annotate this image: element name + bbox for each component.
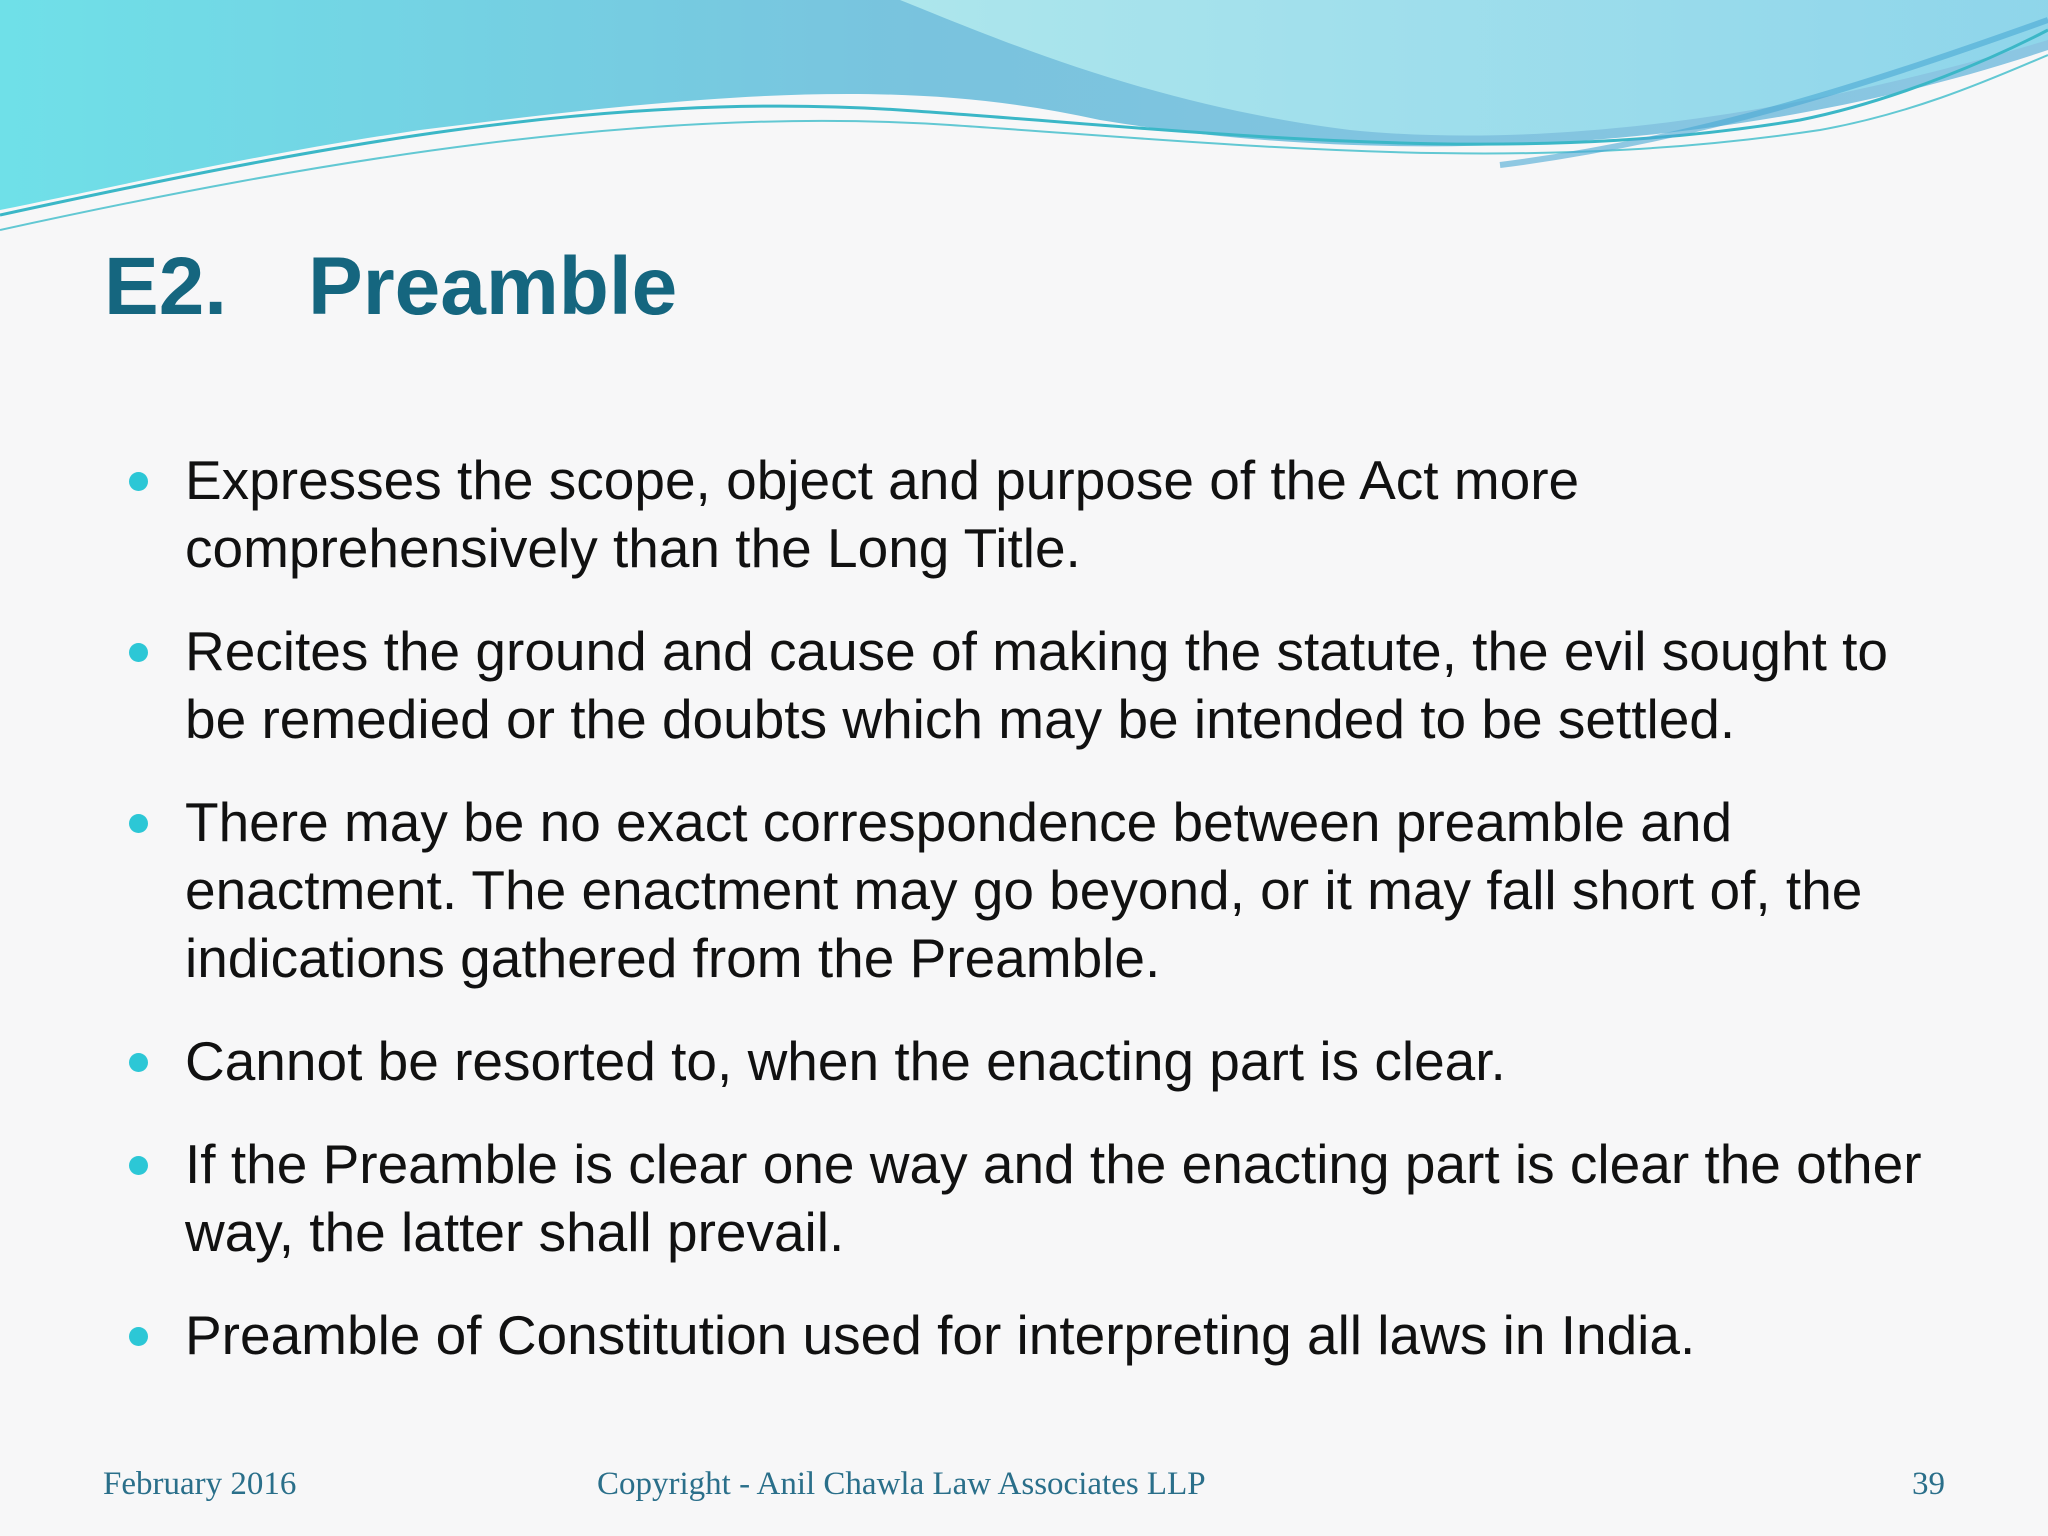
bullet-text: Cannot be resorted to, when the enacting part is clear. (185, 1030, 1506, 1092)
bullet-dot-icon (129, 1156, 148, 1175)
bullet-dot-icon (129, 1327, 148, 1346)
title-text: Preamble (308, 241, 678, 332)
bullet-item (126, 1027, 1926, 1095)
bullet-item (126, 617, 1926, 753)
bullet-item (126, 1130, 1926, 1266)
bullet-item (126, 788, 1926, 992)
bullet-item (126, 446, 1926, 582)
bullet-text: If the Preamble is clear one way and the enacting part is clear the other way, the latter shall prevail. (185, 1133, 1922, 1263)
bullet-dot-icon (129, 472, 148, 491)
bullet-text: Expresses the scope, object and purpose of the Act more comprehensively than the Long Title. (185, 449, 1580, 579)
footer-page-number: 39 (1912, 1466, 1945, 1502)
bullet-list (126, 446, 1926, 1369)
slide-title (104, 241, 678, 332)
footer-date: February 2016 (103, 1466, 297, 1502)
bullet-item (126, 1301, 1926, 1369)
bullet-dot-icon (129, 643, 148, 662)
bullet-dot-icon (129, 814, 148, 833)
footer-copyright: Copyright - Anil Chawla Law Associates LLP (597, 1466, 1206, 1502)
bullet-dot-icon (129, 1053, 148, 1072)
title-number: E2. (104, 241, 228, 332)
bullet-text: There may be no exact correspondence between preamble and enactment. The enactment may go beyond, or it may fall short of, the indications gathered from the Preamble. (185, 791, 1863, 989)
bullet-text: Recites the ground and cause of making the statute, the evil sought to be remedied or the doubts which may be intended to be settled. (185, 620, 1889, 750)
bullet-text: Preamble of Constitution used for interpreting all laws in India. (185, 1304, 1696, 1366)
header-wave-decoration (0, 0, 2048, 240)
